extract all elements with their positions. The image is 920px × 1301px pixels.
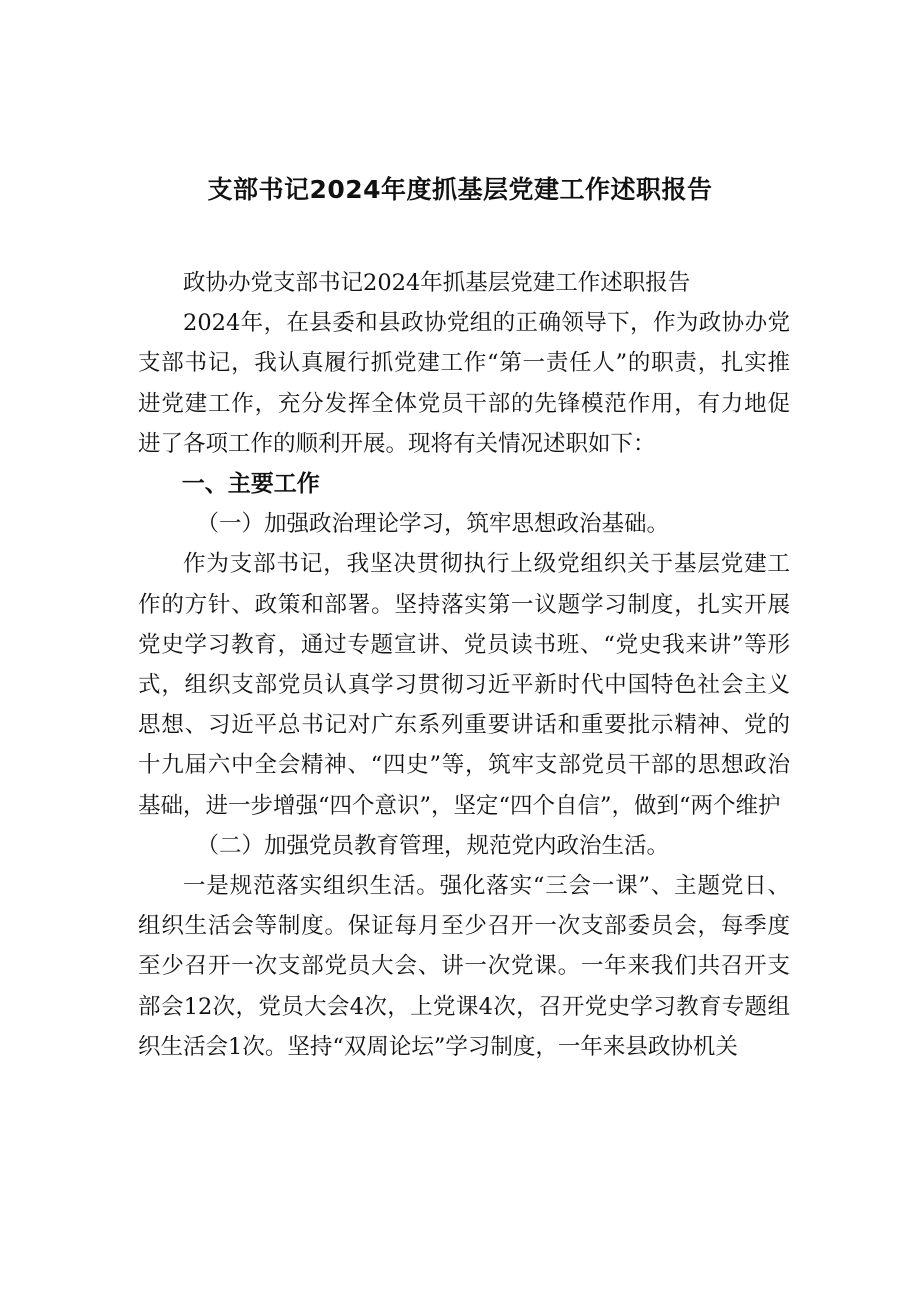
document-body	[138, 263, 790, 1067]
section-heading: 一、主要工作	[181, 471, 320, 498]
document-subtitle: 政协办党支部书记2024年抓基层党建工作述职报告	[183, 270, 691, 296]
subsection-heading-1: （一）加强政治理论学习，筑牢思想政治基础。	[196, 511, 670, 538]
document-title: 支部书记2024年度抓基层党建工作述职报告	[207, 175, 713, 204]
subsection-body-2: 一是规范落实组织生活。强化落实“三会一课”、主题党日、组织生活会等制度。保证每月至少召开一次支部委员会，每季度至少召开一次支部党员大会、讲一次党课。一年来我们共召开支部会12次，党员大会4次，上党课4次，召开党史学习教育专题组织生活会1次。坚持“双周论坛”学习制度，一年来县政协机关	[138, 873, 790, 1060]
intro-paragraph: 2024年，在县委和县政协党组的正确领导下，作为政协办党支部书记，我认真履行抓党建工作“第一责任人”的职责，扎实推进党建工作，充分发挥全体党员干部的先锋模范作用，有力地促进了各项工作的顺利开展。现将有关情况述职如下：	[138, 310, 790, 457]
subsection-body-1: 作为支部书记，我坚决贯彻执行上级党组织关于基层党建工作的方针、政策和部署。坚持落实第一议题学习制度，扎实开展党史学习教育，通过专题宣讲、党员读书班、“党史我来讲”等形式，组织支部党员认真学习贯彻习近平新时代中国特色社会主义思想、习近平总书记对广东系列重要讲话和重要批示精神、党的十九届六中全会精神、“四史”等，筑牢支部党员干部的思想政治基础，进一步增强“四个意识”，坚定“四个自信”，做到“两个维护	[138, 551, 790, 819]
subsection-heading-2: （二）加强党员教育管理，规范党内政治生活。	[196, 832, 670, 859]
